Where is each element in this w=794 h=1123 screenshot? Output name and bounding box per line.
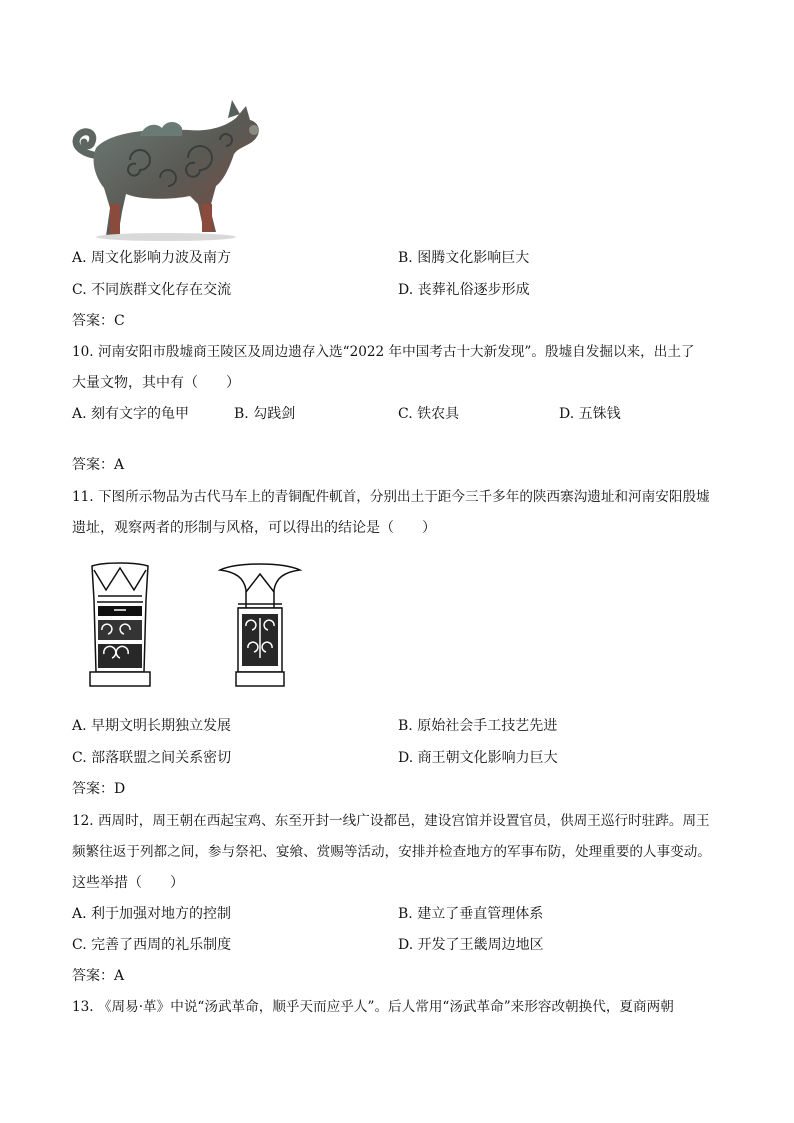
q11-option-d: D. 商王朝文化影响力巨大	[398, 750, 558, 766]
q12-option-a: A. 利于加强对地方的控制	[72, 906, 232, 922]
q9-option-b: B. 图腾文化影响巨大	[398, 250, 530, 266]
q11-option-a: A. 早期文明长期独立发展	[72, 718, 232, 734]
q9-option-d: D. 丧葬礼俗逐步形成	[398, 282, 530, 298]
q9-option-c: C. 不同族群文化存在交流	[72, 282, 232, 298]
q12-option-d: D. 开发了王畿周边地区	[398, 937, 544, 953]
q12-option-c: C. 完善了西周的礼乐制度	[72, 937, 232, 953]
q10-answer: 答案：A	[72, 457, 125, 473]
q12-stem-line3: 这些举措（ ）	[72, 875, 184, 891]
q12-stem-line2: 频繁往返于列都之间，参与祭祀、宴飨、赏赐等活动，安排并检查地方的军事布防，处理重要的人事变动。	[72, 844, 711, 860]
q10-option-d: D. 五铢钱	[559, 406, 621, 422]
q12-stem-line1: 12. 西周时，周王朝在西起宝鸡、东至开封一线广设都邑，建设宫馆并设置官员，供周王巡行时驻跸。周王	[72, 813, 710, 829]
q11-stem-line1: 11. 下图所示物品为古代马车上的青铜配件軏首，分别出土于距今三千多年的陕西寨沟遗址和河南安阳殷墟	[72, 489, 710, 505]
bronze-animal-vessel-image	[70, 96, 262, 242]
bronze-fitting-right-image	[218, 560, 302, 688]
q11-stem-line2: 遗址，观察两者的形制与风格，可以得出的结论是（ ）	[72, 520, 436, 536]
q11-answer: 答案：D	[72, 781, 126, 797]
q9-option-a: A. 周文化影响力波及南方	[72, 250, 232, 266]
q10-stem-line2: 大量文物，其中有（ ）	[72, 375, 240, 391]
q10-option-a: A. 刻有文字的龟甲	[72, 406, 190, 422]
q11-option-b: B. 原始社会手工技艺先进	[398, 718, 558, 734]
q11-option-c: C. 部落联盟之间关系密切	[72, 750, 232, 766]
q10-option-b: B. 勾践剑	[234, 406, 296, 422]
bronze-fitting-left-image	[84, 560, 156, 688]
q9-answer: 答案：C	[72, 313, 125, 329]
q10-stem-line1: 10. 河南安阳市殷墟商王陵区及周边遗存入选“2022 年中国考古十大新发现”。殷墟自发掘以来，出土了	[72, 344, 695, 360]
q10-option-c: C. 铁农具	[398, 406, 460, 422]
q13-stem-line1: 13. 《周易·革》中说“汤武革命，顺乎天而应乎人”。后人常用“汤武革命”来形容改朝换代，夏商两朝	[72, 999, 674, 1015]
q12-option-b: B. 建立了垂直管理体系	[398, 906, 544, 922]
q12-answer: 答案：A	[72, 968, 125, 984]
